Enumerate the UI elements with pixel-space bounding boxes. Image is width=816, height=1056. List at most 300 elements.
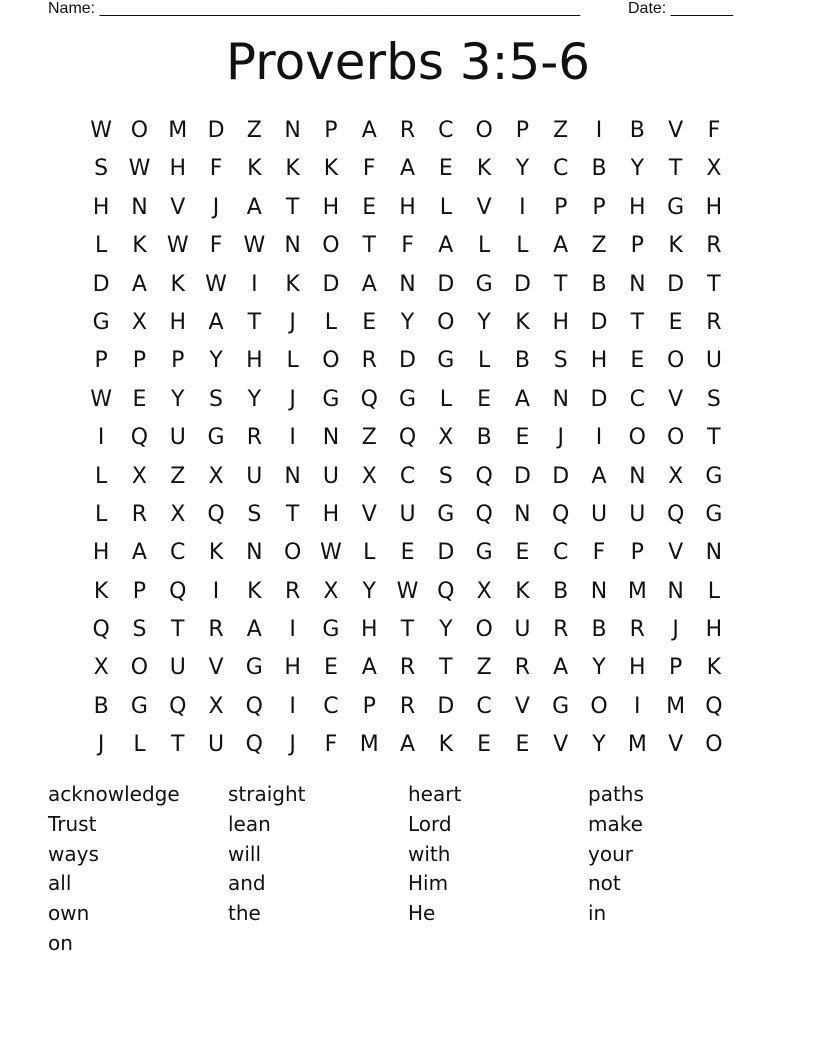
grid-letter[interactable]: F bbox=[401, 233, 414, 259]
grid-letter[interactable]: M bbox=[168, 118, 188, 143]
grid-letter[interactable]: O bbox=[590, 693, 608, 719]
grid-letter[interactable]: R bbox=[629, 617, 645, 643]
grid-letter[interactable]: Q bbox=[245, 732, 263, 758]
grid-letter[interactable]: E bbox=[362, 309, 377, 335]
grid-letter[interactable]: H bbox=[399, 194, 416, 220]
grid-letter[interactable]: Q bbox=[552, 501, 570, 527]
grid-letter[interactable]: T bbox=[630, 309, 645, 335]
grid-letter[interactable]: A bbox=[399, 156, 416, 182]
grid-letter[interactable]: J bbox=[212, 194, 220, 220]
grid-letter[interactable]: K bbox=[285, 156, 300, 182]
grid-letter[interactable]: H bbox=[284, 655, 301, 681]
grid-letter[interactable]: H bbox=[169, 309, 187, 335]
grid-letter[interactable]: D bbox=[552, 463, 570, 489]
grid-letter[interactable]: L bbox=[707, 578, 721, 604]
grid-letter[interactable]: I bbox=[519, 194, 526, 220]
grid-letter[interactable]: A bbox=[553, 233, 569, 259]
grid-letter[interactable]: Z bbox=[476, 655, 492, 681]
grid-letter[interactable]: O bbox=[437, 309, 455, 335]
word-list-item: and bbox=[228, 871, 266, 896]
grid-letter[interactable]: K bbox=[132, 233, 147, 259]
grid-letter[interactable]: A bbox=[361, 118, 377, 143]
word-list-item: own bbox=[48, 901, 90, 926]
grid-letter[interactable]: Q bbox=[169, 578, 187, 604]
name-field-label[interactable]: Name: ______________________________________________________ bbox=[48, 0, 581, 17]
grid-letter[interactable]: C bbox=[553, 540, 569, 566]
grid-letter[interactable]: D bbox=[437, 693, 455, 719]
grid-letter[interactable]: H bbox=[322, 501, 340, 527]
grid-letter[interactable]: V bbox=[208, 655, 224, 681]
grid-letter[interactable]: Z bbox=[170, 463, 186, 489]
grid-letter[interactable]: B bbox=[93, 693, 109, 719]
word-list-item: He bbox=[408, 901, 436, 926]
grid-letter[interactable]: G bbox=[437, 501, 455, 527]
grid-letter[interactable]: H bbox=[629, 655, 646, 681]
grid-letter[interactable]: B bbox=[553, 578, 569, 604]
grid-letter[interactable]: P bbox=[592, 194, 606, 220]
grid-letter[interactable]: K bbox=[247, 156, 262, 182]
grid-letter[interactable]: Q bbox=[398, 425, 417, 451]
grid-letter[interactable]: L bbox=[439, 386, 452, 412]
grid-letter[interactable]: L bbox=[95, 233, 108, 259]
grid-letter[interactable]: A bbox=[131, 271, 147, 297]
grid-letter[interactable]: F bbox=[362, 156, 376, 182]
grid-letter[interactable]: A bbox=[246, 617, 262, 643]
grid-letter[interactable]: E bbox=[477, 732, 492, 758]
grid-letter[interactable]: G bbox=[437, 348, 455, 374]
grid-letter[interactable]: D bbox=[667, 271, 685, 297]
grid-letter[interactable]: M bbox=[666, 693, 686, 719]
grid-letter[interactable]: P bbox=[362, 693, 376, 719]
grid-letter[interactable]: O bbox=[628, 425, 646, 451]
grid-letter[interactable]: N bbox=[322, 425, 340, 451]
grid-letter[interactable]: V bbox=[668, 386, 684, 412]
grid-letter[interactable]: D bbox=[590, 309, 608, 335]
grid-letter[interactable]: U bbox=[514, 617, 531, 643]
grid-letter[interactable]: N bbox=[552, 386, 569, 412]
grid-letter[interactable]: O bbox=[705, 732, 723, 758]
grid-letter[interactable]: Z bbox=[553, 118, 569, 143]
grid-letter[interactable]: L bbox=[324, 309, 338, 335]
grid-letter[interactable]: A bbox=[399, 732, 416, 758]
puzzle-title: Proverbs 3:5-6 bbox=[225, 33, 591, 91]
grid-letter[interactable]: Q bbox=[169, 693, 187, 719]
grid-letter[interactable]: S bbox=[132, 617, 147, 643]
grid-letter[interactable]: N bbox=[629, 271, 646, 297]
grid-letter[interactable]: G bbox=[92, 309, 110, 335]
grid-letter[interactable]: L bbox=[286, 348, 299, 374]
grid-letter[interactable]: D bbox=[513, 463, 531, 489]
grid-letter[interactable]: B bbox=[591, 617, 607, 643]
grid-letter[interactable]: I bbox=[289, 425, 296, 451]
grid-letter[interactable]: E bbox=[515, 732, 530, 758]
grid-letter[interactable]: D bbox=[437, 540, 455, 566]
grid-letter[interactable]: V bbox=[668, 540, 684, 566]
grid-letter[interactable]: R bbox=[553, 617, 569, 643]
grid-letter[interactable]: R bbox=[399, 118, 416, 143]
grid-letter[interactable]: Z bbox=[591, 233, 607, 259]
grid-letter[interactable]: Y bbox=[592, 655, 606, 681]
grid-letter[interactable]: O bbox=[475, 617, 493, 643]
grid-letter[interactable]: S bbox=[247, 501, 262, 527]
grid-letter[interactable]: Y bbox=[209, 348, 223, 374]
grid-letter[interactable]: C bbox=[438, 118, 454, 143]
grid-letter[interactable]: C bbox=[170, 540, 186, 566]
grid-letter[interactable]: N bbox=[131, 194, 148, 220]
grid-letter[interactable]: I bbox=[595, 425, 603, 451]
grid-letter[interactable]: T bbox=[553, 271, 568, 297]
grid-letter[interactable]: H bbox=[322, 194, 340, 220]
grid-letter[interactable]: K bbox=[706, 655, 722, 681]
grid-letter[interactable]: F bbox=[324, 732, 338, 758]
grid-letter[interactable]: Q bbox=[130, 425, 149, 451]
grid-letter[interactable]: I bbox=[251, 271, 258, 297]
grid-letter[interactable]: Q bbox=[705, 693, 723, 719]
grid-letter[interactable]: B bbox=[514, 348, 530, 374]
grid-letter[interactable]: Y bbox=[630, 156, 645, 182]
grid-letter[interactable]: G bbox=[705, 463, 723, 489]
grid-letter[interactable]: R bbox=[706, 309, 722, 335]
grid-letter[interactable]: N bbox=[399, 271, 416, 297]
grid-letter[interactable]: C bbox=[476, 693, 492, 719]
grid-letter[interactable]: R bbox=[399, 655, 416, 681]
grid-letter[interactable]: E bbox=[630, 348, 645, 374]
grid-letter[interactable]: P bbox=[630, 540, 644, 566]
grid-letter[interactable]: T bbox=[439, 655, 453, 681]
grid-letter[interactable]: N bbox=[705, 540, 723, 566]
grid-letter[interactable]: U bbox=[207, 732, 225, 758]
word-list-item: Him bbox=[408, 871, 449, 896]
grid-letter[interactable]: F bbox=[707, 118, 721, 143]
grid-letter[interactable]: Y bbox=[592, 732, 606, 758]
grid-letter[interactable]: M bbox=[359, 732, 379, 758]
grid-letter[interactable]: Q bbox=[207, 501, 225, 527]
grid-letter[interactable]: S bbox=[706, 386, 721, 412]
grid-letter[interactable]: Y bbox=[477, 309, 491, 335]
grid-letter[interactable]: Q bbox=[360, 386, 378, 412]
grid-letter[interactable]: A bbox=[553, 655, 569, 681]
grid-letter[interactable]: Q bbox=[475, 501, 493, 527]
grid-letter[interactable]: O bbox=[283, 540, 302, 566]
grid-letter[interactable]: H bbox=[92, 540, 110, 566]
grid-letter[interactable]: X bbox=[170, 501, 186, 527]
grid-letter[interactable]: N bbox=[246, 540, 263, 566]
grid-letter[interactable]: D bbox=[207, 118, 225, 143]
grid-letter[interactable]: U bbox=[629, 501, 646, 527]
grid-letter[interactable]: G bbox=[705, 501, 723, 527]
grid-letter[interactable]: Y bbox=[439, 617, 453, 643]
grid-letter[interactable]: G bbox=[398, 386, 417, 412]
grid-letter[interactable]: E bbox=[132, 386, 147, 412]
grid-letter[interactable]: P bbox=[132, 348, 147, 374]
grid-letter[interactable]: I bbox=[289, 617, 296, 643]
grid-letter[interactable]: S bbox=[94, 156, 109, 182]
grid-letter[interactable]: L bbox=[516, 233, 529, 259]
grid-letter[interactable]: W bbox=[128, 156, 151, 182]
grid-letter[interactable]: H bbox=[552, 309, 569, 335]
grid-letter[interactable]: N bbox=[284, 463, 301, 489]
grid-letter[interactable]: K bbox=[247, 578, 262, 604]
grid-letter[interactable]: U bbox=[169, 655, 186, 681]
grid-letter[interactable]: L bbox=[477, 348, 491, 374]
grid-letter[interactable]: X bbox=[131, 463, 147, 489]
grid-letter[interactable]: U bbox=[705, 348, 722, 374]
grid-letter[interactable]: K bbox=[476, 156, 492, 182]
grid-letter[interactable]: D bbox=[590, 386, 608, 412]
grid-letter[interactable]: N bbox=[667, 578, 684, 604]
grid-letter[interactable]: V bbox=[170, 194, 186, 220]
grid-letter[interactable]: R bbox=[131, 501, 148, 527]
grid-letter[interactable]: E bbox=[323, 655, 338, 681]
grid-letter[interactable]: S bbox=[209, 386, 224, 412]
grid-letter[interactable]: C bbox=[629, 386, 645, 412]
grid-letter[interactable]: F bbox=[592, 540, 606, 566]
grid-letter[interactable]: O bbox=[130, 118, 149, 143]
grid-letter[interactable]: H bbox=[705, 194, 723, 220]
grid-letter[interactable]: O bbox=[322, 348, 340, 374]
grid-letter[interactable]: O bbox=[666, 425, 685, 451]
word-list-item: the bbox=[228, 901, 261, 926]
grid-letter[interactable]: P bbox=[554, 194, 568, 220]
grid-letter[interactable]: Y bbox=[247, 386, 262, 412]
grid-letter[interactable]: H bbox=[169, 156, 187, 182]
grid-letter[interactable]: L bbox=[439, 194, 452, 220]
grid-letter[interactable]: D bbox=[513, 271, 531, 297]
grid-letter[interactable]: X bbox=[361, 463, 377, 489]
grid-letter[interactable]: G bbox=[130, 693, 148, 719]
grid-letter[interactable]: H bbox=[629, 194, 646, 220]
grid-letter[interactable]: E bbox=[477, 386, 492, 412]
grid-letter[interactable]: J bbox=[289, 386, 296, 412]
grid-letter[interactable]: R bbox=[706, 233, 722, 259]
grid-letter[interactable]: A bbox=[131, 540, 147, 566]
grid-letter[interactable]: L bbox=[477, 233, 491, 259]
grid-letter[interactable]: W bbox=[205, 271, 227, 297]
grid-letter[interactable]: B bbox=[591, 156, 607, 182]
grid-letter[interactable]: R bbox=[514, 655, 531, 681]
grid-letter[interactable]: G bbox=[322, 386, 340, 412]
grid-letter[interactable]: A bbox=[514, 386, 530, 412]
grid-letter[interactable]: E bbox=[668, 309, 683, 335]
grid-letter[interactable]: I bbox=[595, 118, 603, 143]
grid-letter[interactable]: Z bbox=[361, 425, 377, 451]
grid-letter[interactable]: X bbox=[323, 578, 339, 604]
grid-letter[interactable]: X bbox=[668, 463, 684, 489]
grid-letter[interactable]: W bbox=[396, 578, 419, 604]
word-list-item: on bbox=[48, 930, 73, 955]
grid-letter[interactable]: Y bbox=[171, 386, 185, 412]
grid-letter[interactable]: Q bbox=[475, 463, 493, 489]
grid-letter[interactable]: S bbox=[438, 463, 453, 489]
grid-letter[interactable]: N bbox=[629, 463, 646, 489]
grid-letter[interactable]: J bbox=[97, 732, 105, 758]
grid-letter[interactable]: L bbox=[133, 732, 146, 758]
grid-letter[interactable]: L bbox=[95, 501, 108, 527]
grid-letter[interactable]: K bbox=[285, 271, 300, 297]
grid-letter[interactable]: A bbox=[438, 233, 454, 259]
grid-letter[interactable]: D bbox=[437, 271, 455, 297]
grid-letter[interactable]: K bbox=[438, 732, 454, 758]
grid-letter[interactable]: J bbox=[289, 732, 296, 758]
grid-letter[interactable]: D bbox=[399, 348, 416, 374]
grid-letter[interactable]: A bbox=[361, 271, 377, 297]
grid-letter[interactable]: X bbox=[131, 309, 147, 335]
grid-letter[interactable]: J bbox=[672, 617, 679, 643]
grid-letter[interactable]: E bbox=[438, 156, 453, 182]
grid-letter[interactable]: H bbox=[705, 617, 723, 643]
grid-letter[interactable]: Z bbox=[246, 118, 262, 143]
grid-letter[interactable]: A bbox=[246, 194, 262, 220]
grid-letter[interactable]: U bbox=[169, 425, 186, 451]
grid-letter[interactable]: F bbox=[209, 156, 223, 182]
grid-letter[interactable]: X bbox=[438, 425, 454, 451]
grid-letter[interactable]: J bbox=[557, 425, 564, 451]
grid-letter[interactable]: S bbox=[553, 348, 568, 374]
grid-letter[interactable]: D bbox=[92, 271, 110, 297]
grid-letter[interactable]: T bbox=[362, 233, 376, 259]
grid-letter[interactable]: Q bbox=[437, 578, 455, 604]
grid-letter[interactable]: K bbox=[323, 156, 339, 182]
word-list-item: in bbox=[588, 901, 607, 926]
grid-letter[interactable]: R bbox=[246, 425, 262, 451]
grid-letter[interactable]: P bbox=[171, 348, 185, 374]
grid-letter[interactable]: U bbox=[399, 501, 416, 527]
grid-letter[interactable]: P bbox=[132, 578, 147, 604]
grid-letter[interactable]: N bbox=[590, 578, 608, 604]
grid-letter[interactable]: T bbox=[171, 617, 185, 643]
grid-letter[interactable]: Y bbox=[362, 578, 376, 604]
grid-letter[interactable]: G bbox=[475, 540, 493, 566]
grid-letter[interactable]: V bbox=[476, 194, 492, 220]
grid-letter[interactable]: I bbox=[212, 578, 220, 604]
grid-letter[interactable]: T bbox=[707, 425, 721, 451]
grid-letter[interactable]: W bbox=[90, 118, 113, 143]
grid-letter[interactable]: A bbox=[208, 309, 224, 335]
grid-letter[interactable]: M bbox=[627, 578, 647, 604]
grid-letter[interactable]: T bbox=[171, 732, 185, 758]
grid-letter[interactable]: G bbox=[245, 655, 263, 681]
grid-letter[interactable]: T bbox=[400, 617, 415, 643]
grid-letter[interactable]: K bbox=[515, 309, 530, 335]
grid-letter[interactable]: X bbox=[93, 655, 109, 681]
grid-letter[interactable]: C bbox=[553, 156, 569, 182]
grid-letter[interactable]: K bbox=[668, 233, 683, 259]
grid-letter[interactable]: V bbox=[668, 118, 684, 143]
grid-letter[interactable]: F bbox=[209, 233, 223, 259]
grid-letter[interactable]: T bbox=[285, 501, 300, 527]
grid-letter[interactable]: T bbox=[285, 194, 300, 220]
grid-letter[interactable]: O bbox=[666, 348, 685, 374]
grid-letter[interactable]: G bbox=[322, 617, 340, 643]
grid-letter[interactable]: T bbox=[668, 156, 683, 182]
grid-letter[interactable]: Y bbox=[400, 309, 415, 335]
grid-letter[interactable]: W bbox=[320, 540, 342, 566]
grid-letter[interactable]: Q bbox=[245, 693, 263, 719]
grid-letter[interactable]: W bbox=[90, 386, 113, 412]
grid-letter[interactable]: K bbox=[208, 540, 224, 566]
grid-letter[interactable]: G bbox=[475, 271, 493, 297]
grid-letter[interactable]: P bbox=[630, 233, 644, 259]
grid-letter[interactable]: U bbox=[246, 463, 263, 489]
grid-letter[interactable]: I bbox=[97, 425, 105, 451]
grid-letter[interactable]: D bbox=[322, 271, 340, 297]
grid-letter[interactable]: B bbox=[629, 118, 645, 143]
grid-letter[interactable]: T bbox=[247, 309, 262, 335]
grid-letter[interactable]: K bbox=[170, 271, 185, 297]
grid-letter[interactable]: Q bbox=[666, 501, 685, 527]
grid-letter[interactable]: Q bbox=[92, 617, 110, 643]
grid-letter[interactable]: A bbox=[591, 463, 607, 489]
grid-letter[interactable]: V bbox=[668, 732, 684, 758]
grid-letter[interactable]: B bbox=[476, 425, 492, 451]
grid-letter[interactable]: O bbox=[130, 655, 149, 681]
grid-letter[interactable]: N bbox=[514, 501, 531, 527]
grid-letter[interactable]: W bbox=[243, 233, 266, 259]
grid-letter[interactable]: E bbox=[515, 540, 530, 566]
grid-letter[interactable]: X bbox=[476, 578, 492, 604]
grid-letter[interactable]: G bbox=[552, 693, 570, 719]
grid-letter[interactable]: U bbox=[590, 501, 608, 527]
grid-letter[interactable]: L bbox=[95, 463, 108, 489]
grid-letter[interactable]: H bbox=[246, 348, 263, 374]
grid-letter[interactable]: N bbox=[284, 233, 301, 259]
grid-letter[interactable]: E bbox=[362, 194, 377, 220]
grid-letter[interactable]: E bbox=[515, 425, 530, 451]
grid-letter[interactable]: R bbox=[399, 693, 416, 719]
grid-letter[interactable]: H bbox=[92, 194, 110, 220]
grid-letter[interactable]: U bbox=[322, 463, 339, 489]
grid-letter[interactable]: E bbox=[400, 540, 415, 566]
date-field-label[interactable]: Date: _______ bbox=[628, 0, 733, 17]
grid-letter[interactable]: X bbox=[208, 463, 224, 489]
grid-letter[interactable]: P bbox=[324, 118, 338, 143]
grid-letter[interactable]: R bbox=[284, 578, 301, 604]
grid-letter[interactable]: R bbox=[361, 348, 377, 374]
grid-letter[interactable]: P bbox=[94, 348, 108, 374]
grid-letter[interactable]: K bbox=[515, 578, 530, 604]
grid-letter[interactable]: T bbox=[707, 271, 721, 297]
grid-letter[interactable]: V bbox=[514, 693, 530, 719]
grid-letter[interactable]: C bbox=[399, 463, 416, 489]
grid-letter[interactable]: B bbox=[591, 271, 607, 297]
grid-letter[interactable]: P bbox=[668, 655, 683, 681]
grid-letter[interactable]: R bbox=[208, 617, 224, 643]
grid-letter[interactable]: X bbox=[706, 156, 722, 182]
grid-letter[interactable]: O bbox=[475, 118, 493, 143]
grid-letter[interactable]: K bbox=[93, 578, 109, 604]
grid-letter[interactable]: A bbox=[361, 655, 377, 681]
grid-letter[interactable]: V bbox=[361, 501, 377, 527]
grid-letter[interactable]: P bbox=[515, 118, 530, 143]
grid-letter[interactable]: G bbox=[207, 425, 225, 451]
grid-letter[interactable]: I bbox=[289, 693, 296, 719]
grid-letter[interactable]: G bbox=[667, 194, 685, 220]
grid-letter[interactable]: V bbox=[553, 732, 569, 758]
grid-letter[interactable]: J bbox=[289, 309, 296, 335]
grid-letter[interactable]: I bbox=[634, 693, 641, 719]
grid-letter[interactable]: X bbox=[208, 693, 224, 719]
grid-letter[interactable]: H bbox=[590, 348, 608, 374]
grid-letter[interactable]: C bbox=[323, 693, 339, 719]
grid-letter[interactable]: N bbox=[284, 118, 301, 143]
word-list-item: your bbox=[588, 841, 633, 866]
grid-letter[interactable]: H bbox=[360, 617, 378, 643]
grid-letter[interactable]: Y bbox=[515, 156, 530, 182]
grid-letter[interactable]: L bbox=[363, 540, 376, 566]
grid-letter[interactable]: O bbox=[322, 233, 340, 259]
grid-letter[interactable]: M bbox=[627, 732, 647, 758]
grid-letter[interactable]: W bbox=[166, 233, 189, 259]
